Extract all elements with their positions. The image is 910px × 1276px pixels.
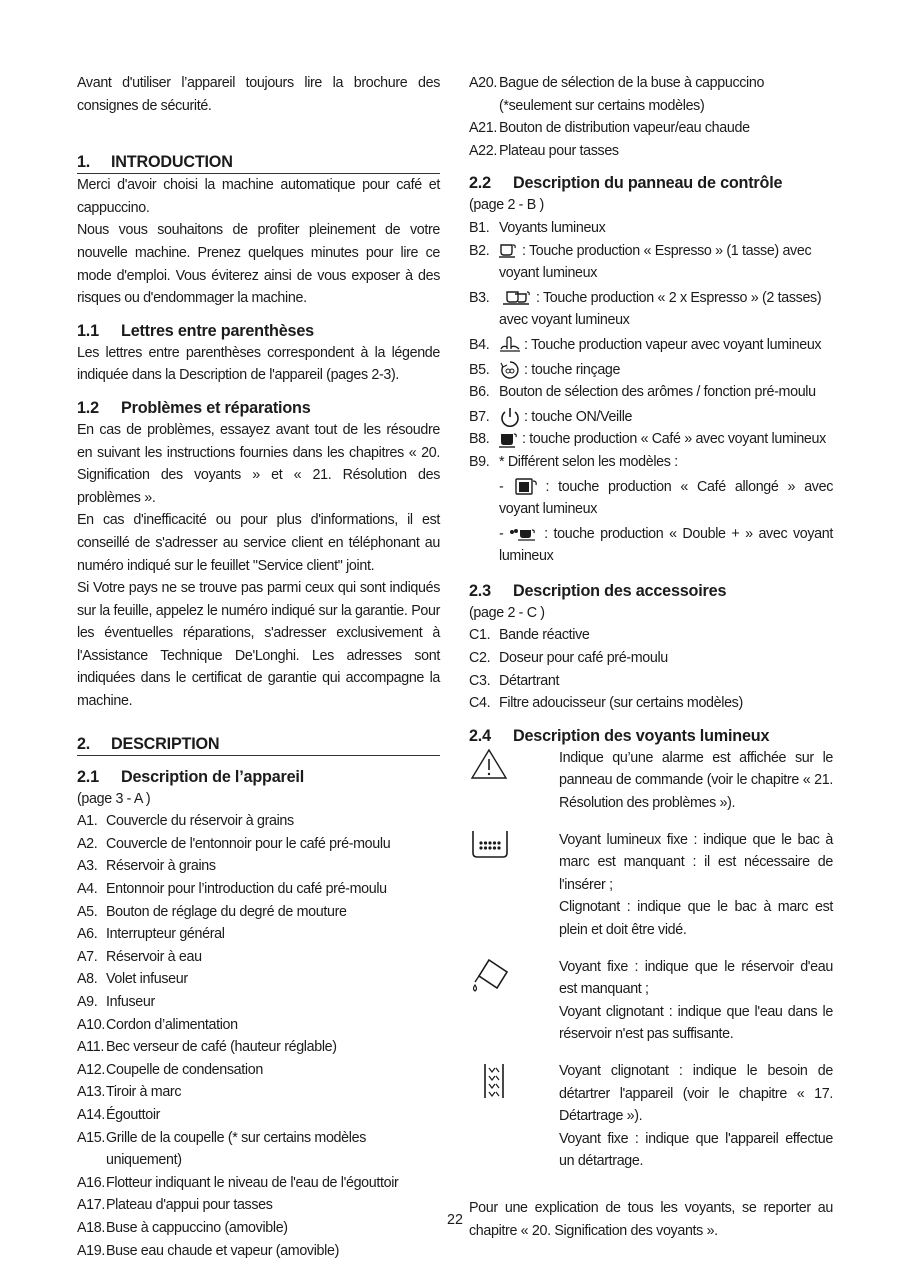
list-item: A2. Couvercle de l'entonnoir pour le café pré-moulu <box>77 835 391 852</box>
list-item: A1. Couvercle du réservoir à grains <box>77 813 294 830</box>
espresso-cup-icon <box>499 243 519 259</box>
list-item: A20. Bague de sélection de la buse à cappuccino (*seulement sur certains modèles) <box>469 75 765 114</box>
list-item: A13. Tiroir à marc <box>77 1084 182 1101</box>
list-item: A22. Plateau pour tasses <box>469 142 619 159</box>
list-item: A4. Entonnoir pour l’introduction du café pré-moulu <box>77 881 387 898</box>
heading-indicators: 2.4 Description des voyants lumineux <box>469 726 770 745</box>
rinse-icon <box>499 360 521 380</box>
list-item: - : touche production « Double + » avec voyant lumineux <box>499 525 834 565</box>
long-coffee-icon <box>512 477 542 497</box>
list-item: A14. Égouttoir <box>77 1106 161 1123</box>
indicator-grounds: Voyant lumineux fixe : indique que le bac à marc est manquant : il est nécessaire de l'insérer ; Clignotant : indique que le bac à marc est plein et doit être vidé. <box>469 829 833 942</box>
problems-paragraph-2: En cas d'inefficacité ou pour plus d'informations, il est conseillé de s'adresser au service client en téléphonant au numéro indiqué sur le feuillet "Service client" joint. <box>77 512 440 574</box>
right-column <box>469 72 833 1242</box>
list-item: A16. Flotteur indiquant le niveau de l'eau de l'égouttoir <box>77 1174 399 1191</box>
list-item: C1. Bande réactive <box>469 627 590 644</box>
heading-accessories: 2.3 Description des accessoires <box>469 581 727 600</box>
accessories-list <box>469 624 833 714</box>
control-panel-page-ref: (page 2 - B ) <box>469 197 544 214</box>
list-item: C3. Détartrant <box>469 672 560 689</box>
list-item: A17. Plateau d'appui pour tasses <box>77 1197 273 1214</box>
device-parts-list <box>77 810 440 1262</box>
indicator-water: Voyant fixe : indique que le réservoir d'eau est manquant ; Voyant clignotant : indique que l'eau dans le réservoir n'est pas suffisante. <box>469 956 833 1046</box>
list-item: A19. Buse eau chaude et vapeur (amovible) <box>77 1242 339 1259</box>
list-item: A3. Réservoir à grains <box>77 858 216 875</box>
power-icon <box>499 406 521 428</box>
accessories-page-ref: (page 2 - C ) <box>469 604 545 621</box>
heading-control-panel: 2.2 Description du panneau de contrôle <box>469 174 783 193</box>
warning-icon <box>469 747 509 781</box>
list-item: A15. Grille de la coupelle (* sur certains modèles uniquement) <box>77 1129 366 1169</box>
left-column <box>77 72 440 1262</box>
heading-problems: 1.2 Problèmes et réparations <box>77 398 311 417</box>
indicator-alarm: Indique qu’une alarme est affichée sur le panneau de commande (voir le chapitre « 21. Résolution des problèmes »). <box>469 747 833 815</box>
double-espresso-icon <box>499 290 533 306</box>
problems-paragraph-1: En cas de problèmes, essayez avant tout de les résoudre en suivant les instructions fournies dans les chapitres « 20. Signification des voyants » et « 21. Résolution des problèmes ». <box>77 421 440 506</box>
device-page-ref: (page 3 - A ) <box>77 790 151 807</box>
indicators-footer: Pour une explication de tous les voyants, se reporter au chapitre « 20. Signification des voyants ». <box>469 1199 833 1239</box>
double-plus-icon <box>509 527 541 541</box>
list-item: B5. : touche rinçage <box>469 359 833 382</box>
list-item: B9. * Différent selon les modèles : <box>469 453 678 470</box>
page-number: 22 <box>447 1212 463 1228</box>
safety-intro: Avant d'utiliser l’appareil toujours lire la brochure des consignes de sécurité. <box>77 75 440 114</box>
heading-letters: 1.1 Lettres entre parenthèses <box>77 321 314 340</box>
list-item: A5. Bouton de réglage du degré de mouture <box>77 903 347 920</box>
list-item: A8. Volet infuseur <box>77 971 188 988</box>
problems-paragraph-3: Si Votre pays ne se trouve pas parmi ceux qui sont indiqués sur la feuille, appelez le numéro indiqué sur la garantie. Pour les éventuelles réparations, s'adresser exclusivement à l'Assistance Technique De'Longhi. Les adresses sont indiquées dans le certificat de garantie qui accompagne la machine. <box>77 580 440 710</box>
list-item: A12. Coupelle de condensation <box>77 1061 263 1078</box>
list-item: A21. Bouton de distribution vapeur/eau chaude <box>469 120 750 137</box>
list-item: C4. Filtre adoucisseur (sur certains modèles) <box>469 695 743 712</box>
list-item: B2. : Touche production « Espresso » (1 tasse) avec voyant lumineux <box>469 242 812 282</box>
water-tank-icon <box>469 956 513 994</box>
intro-paragraph-2: Nous vous souhaitons de profiter pleinement de votre nouvelle machine. Prenez quelques minutes pour lire ce mode d'emploi. Vous éviterez ainsi de vous exposer à des risques ou d'endommager la machine. <box>77 222 440 307</box>
descaling-icon <box>469 1060 513 1104</box>
list-item: B7. : touche ON/Veille <box>469 406 833 429</box>
coffee-cup-icon <box>499 431 519 449</box>
device-parts-list-cont <box>469 72 833 162</box>
list-item: B6. Bouton de sélection des arômes / fonction pré-moulu <box>469 384 816 401</box>
heading-introduction: 1. INTRODUCTION <box>77 151 440 174</box>
intro-paragraph-1: Merci d'avoir choisi la machine automatique pour café et cappuccino. <box>77 177 440 216</box>
list-item: A7. Réservoir à eau <box>77 948 202 965</box>
list-item: B8. : touche production « Café » avec voyant lumineux <box>469 431 826 448</box>
list-item: B4. : Touche production vapeur avec voyant lumineux <box>469 334 833 357</box>
list-item: - : touche production « Café allongé » avec voyant lumineux <box>499 478 834 518</box>
list-item: A9. Infuseur <box>77 994 155 1010</box>
letters-paragraph: Les lettres entre parenthèses correspondent à la légende indiquée dans la Description de l'appareil (pages 2-3). <box>77 344 440 384</box>
grounds-container-icon <box>469 829 511 859</box>
list-item: A10. Cordon d’alimentation <box>77 1016 238 1033</box>
list-item: A18. Buse à cappuccino (amovible) <box>77 1219 288 1236</box>
list-item: B1. Voyants lumineux <box>469 219 606 236</box>
list-item: A6. Interrupteur général <box>77 926 225 943</box>
list-item: B3. : Touche production « 2 x Espresso » (2 tasses) avec voyant lumineux <box>469 289 822 329</box>
list-item: C2. Doseur pour café pré-moulu <box>469 650 668 667</box>
steam-icon <box>499 335 521 355</box>
list-item: A11. Bec verseur de café (hauteur réglable) <box>77 1039 337 1056</box>
indicator-descaling: Voyant clignotant : indique le besoin de détartrer l'appareil (voir le chapitre « 17. Détartrage »). Voyant fixe : indique que l'appareil effectue un détartrage. <box>469 1060 833 1173</box>
heading-description: 2. DESCRIPTION <box>77 733 440 756</box>
heading-device-description: 2.1 Description de l’appareil <box>77 767 305 786</box>
